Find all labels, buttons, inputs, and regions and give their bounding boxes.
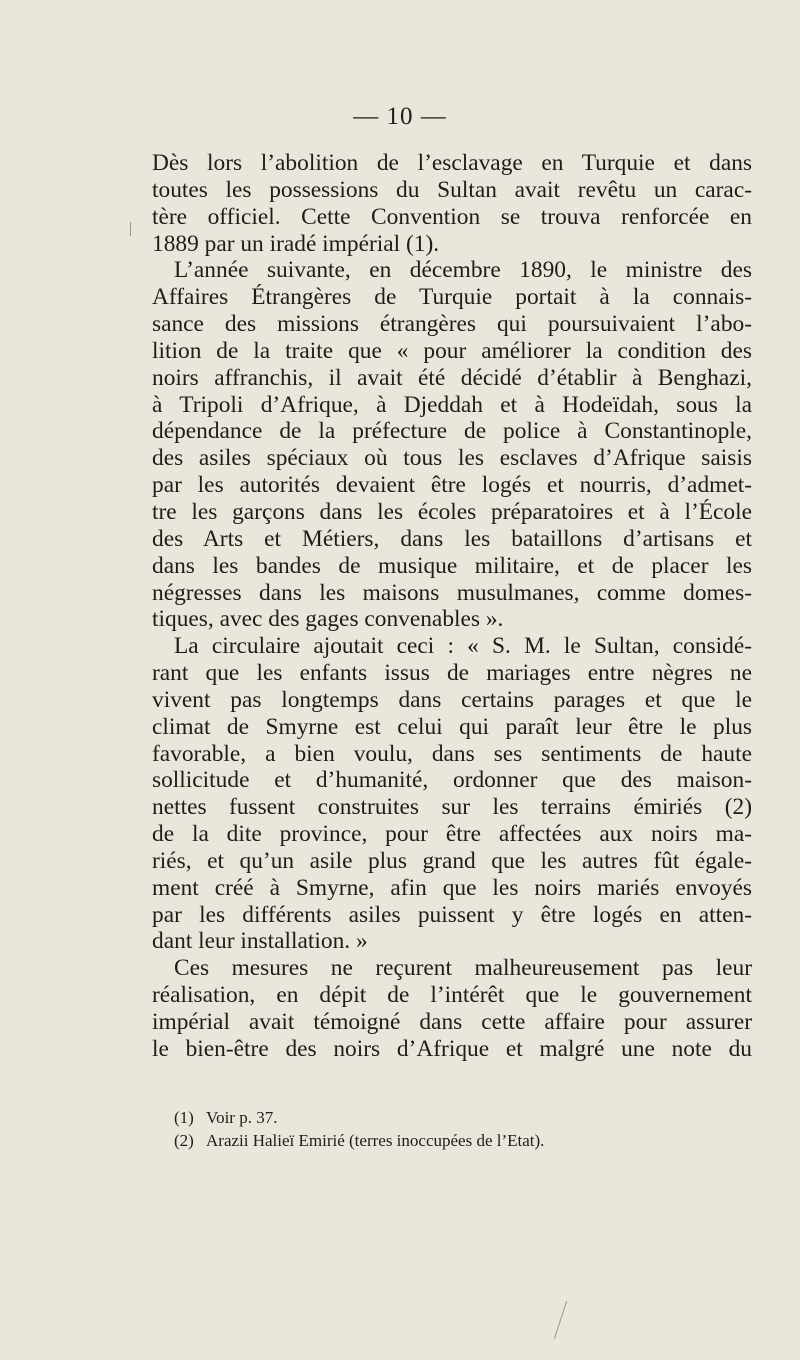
margin-pencil-mark [130,222,131,236]
text-line: L’année suivante, en décembre 1890, le ministre des [174,257,752,284]
body-text [152,150,752,1063]
paragraph-1 [152,150,752,257]
footnote-text: Voir p. 37. [206,1108,278,1127]
text-line: à Tripoli d’Afrique, à Djeddah et à Hodeïdah, sous la [152,391,752,418]
text-line: impérial avait témoigné dans cette affaire pour assurer [152,1009,752,1035]
text-line: par les différents asiles puissent y être logés en atten- [152,901,752,928]
text-line: de la dite province, pour être affectées aux noirs ma- [152,821,752,848]
text-line: réalisation, en dépit de l’intérêt que le gouvernement [152,982,752,1009]
text-line: rant que les enfants issus de mariages entre nègres ne [152,660,752,687]
text-line: lition de la traite que « pour améliorer la condition des [152,337,752,364]
footnote-number: (2) [174,1131,194,1150]
text-line: négresses dans les maisons musulmanes, comme domes- [152,579,752,606]
paragraph-3 [152,633,752,955]
footnote-2 [174,1129,734,1152]
text-line: dant leur installation. » [152,928,368,955]
text-line: dépendance de la préfecture de police à Constantinople, [152,418,752,445]
text-line: La circulaire ajoutait ceci : « S. M. le Sultan, considé- [174,633,752,660]
footnote-1 [174,1106,734,1129]
paragraph-4 [152,955,752,1062]
text-line: Ces mesures ne reçurent malheureusement pas leur [174,955,752,982]
text-line: tère officiel. Cette Convention se trouva renforcée en [152,203,752,230]
text-line: le bien-être des noirs d’Afrique et malgré une note du [152,1035,752,1062]
footnotes [174,1106,734,1152]
text-line: tiques, avec des gages convenables ». [152,606,504,633]
text-line: ment créé à Smyrne, afin que les noirs mariés envoyés [152,874,752,901]
footnote-number: (1) [174,1108,194,1127]
text-line: des Arts et Métiers, dans les bataillons d’artisans et [152,525,752,552]
page-number: — 10 — [353,103,447,130]
text-line: climat de Smyrne est celui qui paraît leur être le plus [152,713,752,740]
text-line: des asiles spéciaux où tous les esclaves d’Afrique saisis [152,445,752,472]
text-line: toutes les possessions du Sultan avait revêtu un carac- [152,176,752,203]
text-line: nettes fussent construites sur les terrains émiriés (2) [152,794,752,821]
text-line: favorable, a bien voulu, dans ses sentiments de haute [152,740,752,767]
text-line: Dès lors l’abolition de l’esclavage en Turquie et dans [152,150,752,176]
paragraph-2 [152,257,752,633]
text-line: 1889 par un iradé impérial (1). [152,230,440,257]
footnote-text: Arazii Halieï Emirié (terres inoccupées de l’Etat). [206,1131,545,1150]
text-line: Affaires Étrangères de Turquie portait à la connais- [152,284,752,311]
text-line: tre les garçons dans les écoles préparatoires et à l’École [152,498,752,525]
text-line: sance des missions étrangères qui poursuivaient l’abo- [152,311,752,338]
text-line: sollicitude et d’humanité, ordonner que des maison- [152,767,752,794]
text-line: noirs affranchis, il avait été décidé d’établir à Benghazi, [152,364,752,391]
text-line: riés, et qu’un asile plus grand que les autres fût égale- [152,847,752,874]
margin-pencil-mark [554,1301,567,1339]
text-line: par les autorités devaient être logés et nourris, d’admet- [152,472,752,499]
text-line: vivent pas longtemps dans certains parages et que le [152,686,752,713]
text-line: dans les bandes de musique militaire, et de placer les [152,552,752,579]
